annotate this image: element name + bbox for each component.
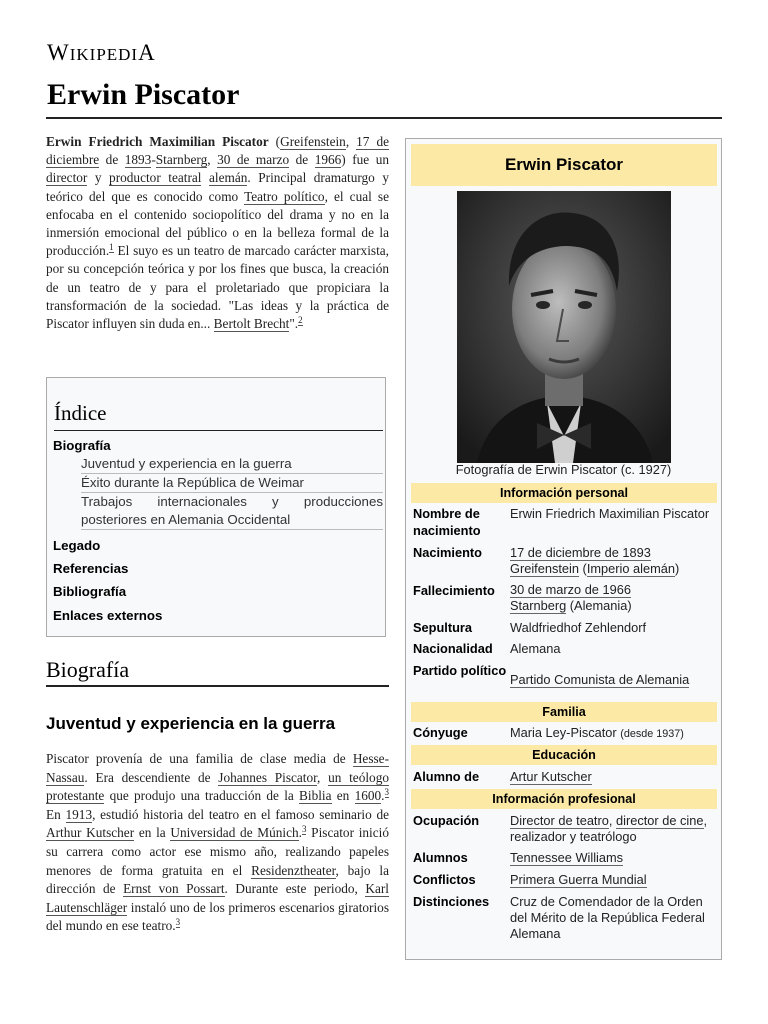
link-hesse-nassau[interactable]: Hesse-Nassau <box>46 751 389 785</box>
portrait-image <box>457 191 671 463</box>
link-death-day[interactable]: 30 de marzo <box>217 152 290 168</box>
link-karl-lautenschlager[interactable]: Karl Lautenschläger <box>46 881 389 915</box>
toc-item-enlaces-externos[interactable]: Enlaces externos <box>53 608 163 623</box>
link-1966[interactable]: 1966 <box>314 152 342 168</box>
link-party[interactable]: Partido Comunista de Alemania <box>510 672 690 687</box>
link-occupation-theatre[interactable]: Director de teatro <box>510 813 609 828</box>
table-of-contents <box>46 377 386 637</box>
infobox-title: Erwin Piscator <box>411 144 717 186</box>
section-professional: Información profesional <box>411 789 717 809</box>
link-starnberg[interactable]: Starnberg <box>155 152 208 168</box>
toc-list <box>53 436 383 625</box>
subject-name: Erwin Friedrich Maximilian Piscator <box>46 134 269 149</box>
reference-2[interactable]: 2 <box>298 314 303 325</box>
title-divider <box>46 117 722 119</box>
link-director[interactable]: director <box>46 170 88 186</box>
reference-3c[interactable]: 3 <box>175 916 181 927</box>
infobox: Erwin Piscator Fotografía de Erwin Piscator (c. 1927) Información personal Nombre de nacimiento Erwin Friedrich Maximilian Piscator Nacimiento 17 de diciembre de 1893 Greifenstein (Imperio alemán) Fallecimiento 30 de marzo de 1966 Starnberg (Alemania) Sepultura Waldfriedhof Zehlendorf Nacionalidad Alemana Partido político Partido Comunista de Alemania Familia Cónyuge Maria Ley-Piscator (desde 1937) Educación Alumno de Artur Kutscher Información profesional Ocupación Director de teatro, director de cine, realizador y teatrólogo Alumnos Tennessee Williams Conflictos Primera Guerra Mundial Distinciones Cruz de Comendador de la Orden del Mérito de la República Federal Alemana <box>405 138 722 960</box>
photo-caption: Fotografía de Erwin Piscator (c. 1927) <box>455 462 672 477</box>
toc-divider <box>54 430 383 431</box>
section-family: Familia <box>411 702 717 722</box>
link-death-place[interactable]: Starnberg <box>510 598 567 613</box>
link-occupation-film[interactable]: director de cine <box>616 813 704 828</box>
section-education: Educación <box>411 745 717 765</box>
reference-3[interactable]: 3 <box>384 786 389 797</box>
link-teatro-politico[interactable]: Teatro político <box>244 188 325 204</box>
link-student[interactable]: Tennessee Williams <box>510 850 624 865</box>
link-universidad-munich[interactable]: Universidad de Múnich <box>170 825 299 841</box>
toc-item-legado[interactable]: Legado <box>53 538 101 553</box>
link-productor-teatral[interactable]: productor teatral <box>109 170 202 186</box>
link-1600[interactable]: 1600 <box>354 788 382 804</box>
section-divider <box>46 685 389 687</box>
link-greifenstein[interactable]: Greifenstein <box>280 134 346 149</box>
link-teologo-protestante[interactable]: un teólogo protestante <box>46 769 389 804</box>
portrait-photo[interactable] <box>457 191 671 463</box>
page-title: Erwin Piscator <box>47 78 240 111</box>
reference-3b[interactable]: 3 <box>301 823 307 834</box>
link-death-date[interactable]: 30 de marzo de 1966 <box>510 582 631 597</box>
wikipedia-logo[interactable]: WIKIPEDIA <box>47 40 156 65</box>
toc-item-trabajos-internacionales[interactable]: Trabajos internacionales y producciones posteriores en Alemania Occidental <box>81 493 383 530</box>
link-aleman[interactable]: alemán <box>209 170 248 186</box>
link-teacher[interactable]: Artur Kutscher <box>510 769 592 784</box>
body-paragraph: Piscator provenía de una familia de clase media de Hesse-Nassau. Era descendiente de Johannes Piscator, un teólogo protestante que produjo una traducción de la Biblia en 1600.$^3$ En 1913, estudió historia del teatro en el famoso seminario de Arthur Kutscher en la Universidad de Múnich.$^3$ Piscator inició su carrera como actor ese mismo año, realizando papeles menores de forma gratuita en el Residenztheater, bajo la dirección de Ernst von Possart. Durante este periodo, Karl Lautenschläger instaló uno de los primeros escenarios giratorios del mundo en ese teatro.$^3$ <box>46 751 389 934</box>
toc-item-bibliografia[interactable]: Bibliografía <box>53 584 127 599</box>
link-arthur-kutscher[interactable]: Arthur Kutscher <box>46 825 135 841</box>
link-1913[interactable]: 1913 <box>65 806 93 822</box>
toc-item-exito-weimar[interactable]: Éxito durante la República de Weimar <box>81 474 383 493</box>
toc-item-referencias[interactable]: Referencias <box>53 561 129 576</box>
link-birth-date[interactable]: 17 de diciembre de 1893 <box>510 545 651 560</box>
toc-item-juventud[interactable]: Juventud y experiencia en la guerra <box>81 455 383 474</box>
toc-title: Índice <box>54 401 107 425</box>
link-biblia[interactable]: Biblia <box>299 788 332 804</box>
link-birth-place[interactable]: Greifenstein <box>510 561 579 576</box>
lead-paragraph: Erwin Friedrich Maximilian Piscator (Greifenstein, 17 de diciembre de 1893-Starnberg, 30 de marzo de 1966) fue un director y productor teatral alemán. Principal dramaturgo y teórico del que es conocido como Teatro político, el cual se enfocaba en el contenido sociopolítico del drama y no en la inmersión emocional del público o en la belleza formal de la producción.$^1$ El suyo es un teatro de marcado carácter marxista, por su concepción teórica y por los fines que busca, la creación de un teatro de y para el proletariado que propiciara la transformación de la sociedad. "Las ideas y la práctica de Piscator influyen sin duda en... Bertolt Brecht".$^2$ <box>46 134 390 332</box>
subsection-heading-juventud: Juventud y experiencia en la guerra <box>46 714 336 733</box>
reference-1[interactable]: 1 <box>109 241 114 252</box>
section-heading-biografia: Biografía <box>46 657 130 682</box>
link-conflict[interactable]: Primera Guerra Mundial <box>510 872 647 887</box>
link-1893[interactable]: 1893 <box>124 152 152 168</box>
link-residenztheater[interactable]: Residenztheater <box>251 862 336 878</box>
link-johannes-piscator[interactable]: Johannes Piscator <box>218 769 318 785</box>
link-birth-day[interactable]: 17 de diciembre <box>46 134 389 168</box>
link-ernst-von-possart[interactable]: Ernst von Possart <box>123 881 225 897</box>
section-personal-info: Información personal <box>411 483 717 503</box>
toc-item-biografia[interactable]: Biografía <box>53 438 111 453</box>
link-birth-country[interactable]: Imperio alemán <box>586 561 676 576</box>
link-bertolt-brecht[interactable]: Bertolt Brecht <box>213 316 290 332</box>
